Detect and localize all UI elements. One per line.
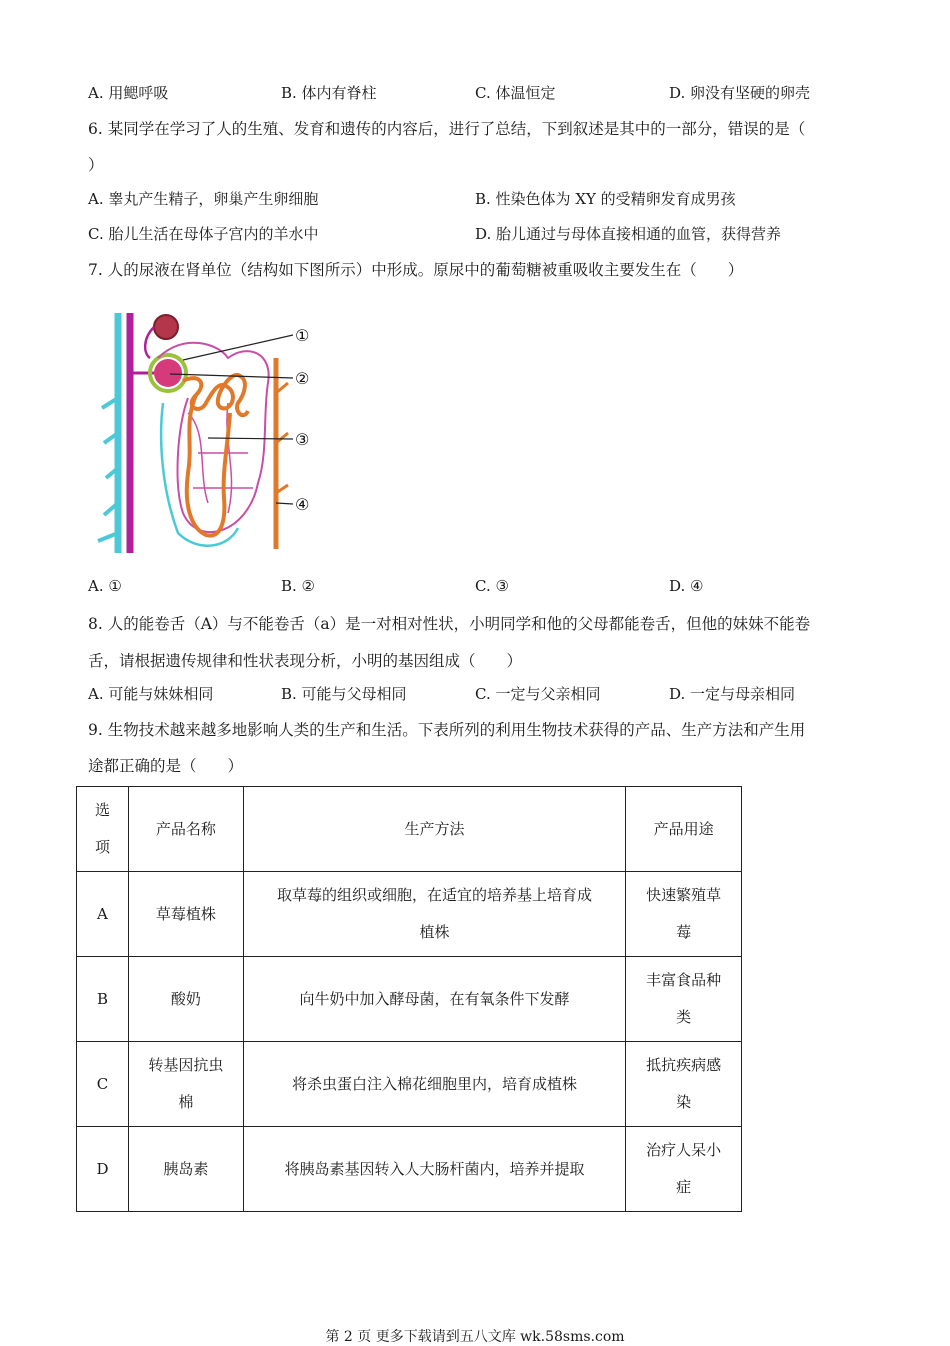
q7-option-c: C. ③ bbox=[475, 577, 509, 595]
q6-option-c: C. 胎儿生活在母体子宫内的羊水中 bbox=[88, 225, 319, 243]
header-name: 产品名称 bbox=[128, 787, 243, 872]
q5-option-a: A. 用鳃呼吸 bbox=[88, 84, 169, 102]
q6-option-d: D. 胎儿通过与母体直接相通的血管，获得营养 bbox=[475, 225, 782, 243]
q7-option-b: B. ② bbox=[281, 577, 316, 595]
table-row: B 酸奶 向牛奶中加入酵母菌，在有氧条件下发酵 丰富食品种 类 bbox=[77, 957, 742, 1042]
q5-option-d: D. 卵没有坚硬的卵壳 bbox=[669, 84, 811, 102]
q9-stem-line2: 途都正确的是（ ） bbox=[88, 757, 244, 775]
table-row: C 转基因抗虫 棉 将杀虫蛋白注入棉花细胞里内，培育成植株 抵抗疾病感 染 bbox=[77, 1042, 742, 1127]
header-method: 生产方法 bbox=[243, 787, 625, 872]
header-option: 选 项 bbox=[77, 787, 129, 872]
q8-option-a: A. 可能与妹妹相同 bbox=[88, 685, 214, 703]
page-footer: 第 2 页 更多下载请到五八文库 wk.58sms.com bbox=[325, 1329, 625, 1345]
biotech-table bbox=[76, 786, 742, 1212]
q8-option-d: D. 一定与母亲相同 bbox=[669, 685, 796, 703]
q7-option-a: A. ① bbox=[88, 577, 122, 595]
q5-option-c: C. 体温恒定 bbox=[475, 84, 556, 102]
q6-stem-line2: ） bbox=[88, 156, 104, 174]
q8-stem-line1: 8. 人的能卷舌（A）与不能卷舌（a）是一对相对性状，小明同学和他的父母都能卷舌，但他的妹妹不能卷 bbox=[88, 615, 811, 633]
q8-option-b: B. 可能与父母相同 bbox=[281, 685, 407, 703]
q8-option-c: C. 一定与父亲相同 bbox=[475, 685, 601, 703]
label-3: ③ bbox=[295, 430, 310, 449]
table-row: A 草莓植株 取草莓的组织或细胞，在适宜的培养基上培育成 植株 快速繁殖草 莓 bbox=[77, 872, 742, 957]
table-header-row bbox=[77, 787, 742, 872]
q9-stem-line1: 9. 生物技术越来越多地影响人类的生产和生活。下表所列的利用生物技术获得的产品、生产方法和产生用 bbox=[88, 721, 806, 739]
nephron-diagram bbox=[88, 303, 338, 559]
nephron-illustration bbox=[88, 303, 338, 559]
header-use: 产品用途 bbox=[626, 787, 742, 872]
q7-stem: 7. 人的尿液在肾单位（结构如下图所示）中形成。原尿中的葡萄糖被重吸收主要发生在（ ） bbox=[88, 261, 744, 279]
q7-option-d: D. ④ bbox=[669, 577, 704, 595]
label-1: ① bbox=[295, 326, 310, 345]
label-4: ④ bbox=[295, 495, 310, 514]
label-2: ② bbox=[295, 369, 310, 388]
table-row: D 胰岛素 将胰岛素基因转入人大肠杆菌内，培养并提取 治疗人呆小 症 bbox=[77, 1127, 742, 1212]
q6-option-a: A. 睾丸产生精子，卵巢产生卵细胞 bbox=[88, 190, 319, 208]
q6-option-b: B. 性染色体为 XY 的受精卵发育成男孩 bbox=[475, 190, 736, 208]
q8-stem-line2: 舌，请根据遗传规律和性状表现分析，小明的基因组成（ ） bbox=[88, 652, 523, 670]
q6-stem-line1: 6. 某同学在学习了人的生殖、发育和遗传的内容后，进行了总结，下到叙述是其中的一部分，错误的是（ bbox=[88, 120, 806, 138]
q5-option-b: B. 体内有脊柱 bbox=[281, 84, 377, 102]
